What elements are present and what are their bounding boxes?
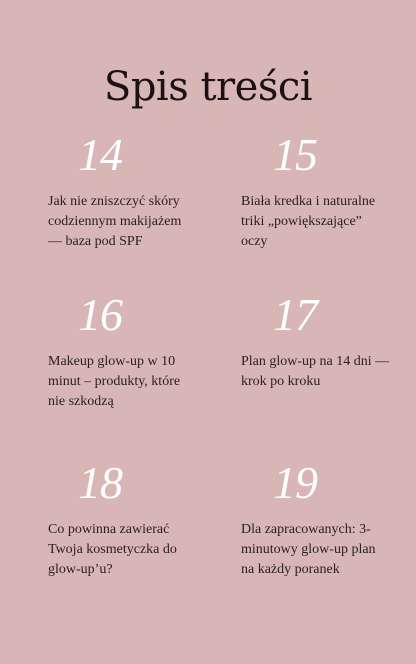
page-title: Spis treści — [103, 63, 313, 110]
entry-title: Jak nie zniszczyć skóry codziennym makijażem — baza pod SPF — [48, 194, 182, 249]
entry-title: Dla zapracowanych: 3-minutowy glow-up plan na każdy poranek — [241, 522, 376, 577]
entry-number: 17 — [273, 289, 317, 340]
entry-number: 15 — [273, 129, 317, 180]
entry-title: Makeup glow-up w 10 minut – produkty, które nie szkodzą — [48, 354, 181, 409]
entry-title: Plan glow-up na 14 dni — krok po kroku — [241, 354, 390, 389]
toc-entry-14[interactable] — [48, 129, 198, 252]
toc-entry-18[interactable] — [48, 457, 198, 580]
toc-entry-19[interactable] — [241, 457, 391, 580]
entry-number: 14 — [78, 129, 122, 180]
entry-number: 19 — [273, 457, 317, 508]
toc-entry-16[interactable] — [48, 289, 198, 412]
entry-number: 16 — [78, 289, 122, 340]
entry-number: 18 — [78, 457, 122, 508]
toc-entry-17[interactable] — [241, 289, 391, 392]
toc-entry-15[interactable] — [241, 129, 391, 252]
entry-title: Biała kredka i naturalne triki „powiększające” oczy — [241, 194, 376, 249]
entry-title: Co powinna zawierać Twoja kosmetyczka do glow-up’u? — [48, 522, 177, 577]
